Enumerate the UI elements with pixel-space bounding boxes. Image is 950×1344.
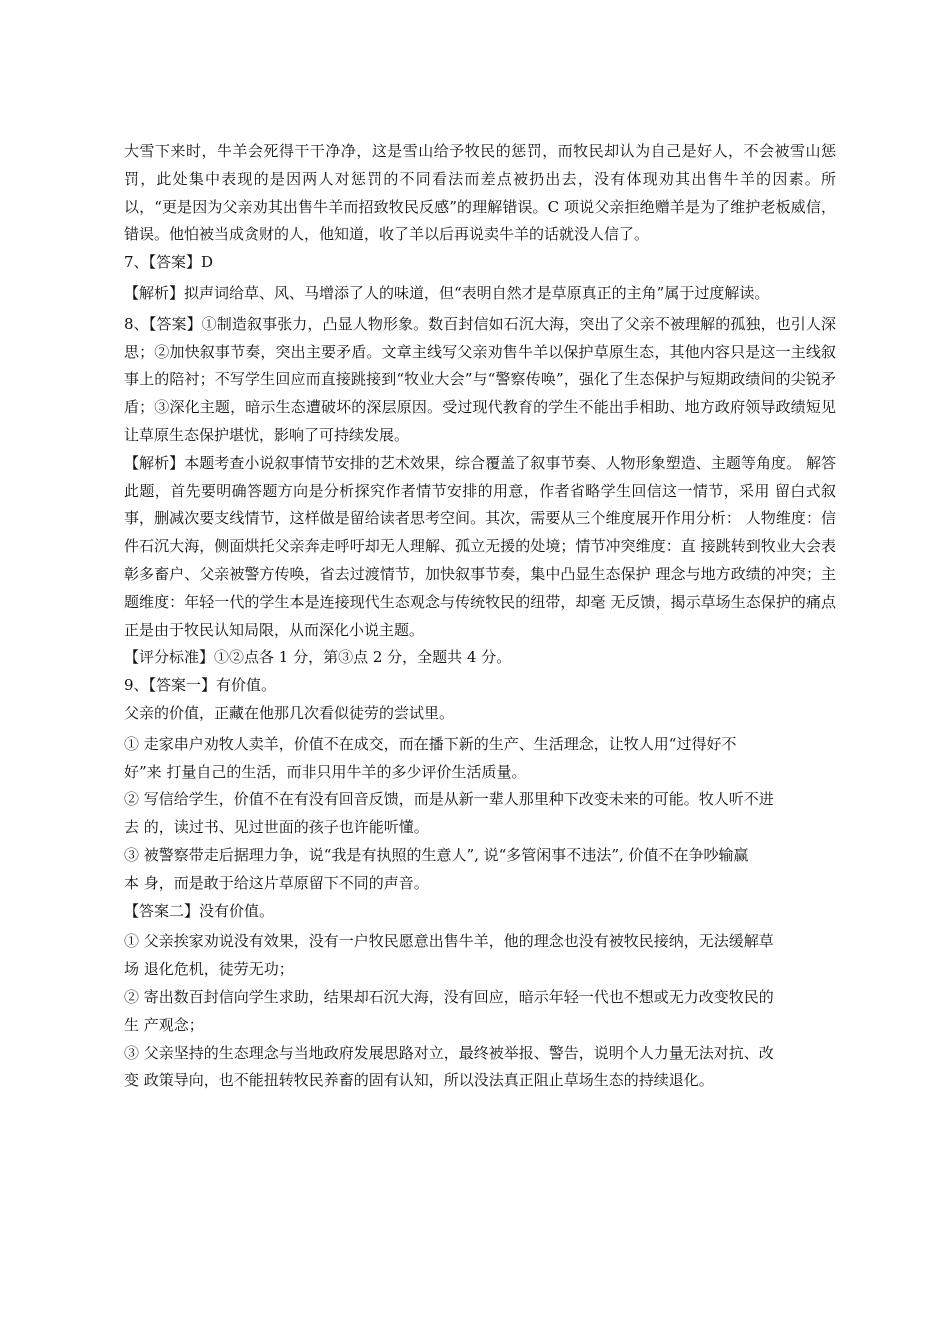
line: ③ 被警察带走后据理力争，说“我是有执照的生意人”, 说“多管闲事不违法”, 价值不在争吵输赢	[124, 845, 749, 864]
document-page	[124, 138, 836, 1095]
q9-answer-one-point-3	[124, 842, 836, 898]
q8-scoring: 【评分标准】①②点各 1 分，第③点 2 分，全题共 4 分。	[124, 648, 512, 667]
q9-answer-two-point-3	[124, 1040, 836, 1096]
line: ③ 父亲坚持的生态理念与当地政府发展思路对立，最终被举报、警告，说明个人力量无法对抗、改	[124, 1043, 774, 1062]
q9-answer-two-heading: 【答案二】没有价值。	[124, 901, 275, 920]
q9-answer-one-heading: 9、【答案一】有价值。	[124, 676, 277, 695]
paragraph-q6-analysis-continued: 大雪下来时，牛羊会死得干干净净，这是雪山给予牧民的惩罚，而牧民却认为自己是好人，不会被雪山惩罚，此处集中表现的是因两人对惩罚的不同看法而差点被扔出去，没有体现劝其出售牛羊的因素。所以，“更是因为父亲劝其出售牛羊而招致牧民反感”的理解错误。C 项说父亲拒绝赠羊是为了维护老板威信，错误。他怕被当成贪财的人，他知道，收了羊以后再说卖牛羊的话就没人信了。	[124, 142, 836, 244]
line: ② 寄出数百封信向学生求助，结果却石沉大海，没有回应，暗示年轻一代也不想或无力改变牧民的	[124, 987, 774, 1006]
q9-answer-one-point-1	[124, 731, 836, 787]
line: 变 政策导向，也不能扭转牧民养畜的固有认知，所以没法真正阻止草场生态的持续退化。	[124, 1071, 714, 1090]
q9-answer-one-point-2	[124, 786, 836, 842]
q9-answer-two-point-2	[124, 984, 836, 1040]
q9-answer-one-intro: 父亲的价值，正藏在他那几次看似徒劳的尝试里。	[124, 703, 455, 722]
q8-answer: 8、【答案】①制造叙事张力，凸显人物形象。数百封信如石沉大海，突出了父亲不被理解的孤独，也引人深思；②加快叙事节奏，突出主要矛盾。文章主线写父亲劝售牛羊以保护草原生态，其他内容只是这一主线叙事上的陪衬；不写学生回应而直接跳接到“牧业大会”与“警察传唤”，强化了生态保护与短期政绩间的尖锐矛盾；③深化主题，暗示生态遭破坏的深层原因。受过现代教育的学生不能出手相助、地方政府领导政绩短见让草原生态保护堪忧，影响了可持续发展。	[124, 314, 836, 444]
line: 场 退化危机，徒劳无功；	[124, 960, 294, 979]
line: 好”来 打量自己的生活，而非只用牛羊的多少评价生活质量。	[124, 762, 527, 781]
line: 生 产观念；	[124, 1015, 204, 1034]
line: ② 写信给学生，价值不在有没有回音反馈，而是从新一辈人那里种下改变未来的可能。牧人听不进	[124, 790, 774, 809]
q8-analysis: 【解析】本题考查小说叙事情节安排的艺术效果，综合覆盖了叙事节奏、人物形象塑造、主题等角度。 解答此题，首先要明确答题方向是分析探究作者情节安排的用意，作者省略学生回信这一情节，采用 留白式叙事，删减次要支线情节，这样做是留给读者思考空间。其次，需要从三个维度展开作用分析： 人物维度：信件石沉大海，侧面烘托父亲奔走呼吁却无人理解、孤立无援的处境；情节冲突维度：直 接跳转到牧业大会表彰多畜户、父亲被警方传唤，省去过渡情节，加快叙事节奏，集中凸显生态保护 理念与地方政绩的冲突；主题维度：年轻一代的学生本是连接现代生态观念与传统牧民的纽带，却毫 无反馈，揭示草场生态保护的痛点正是由于牧民认知局限，从而深化小说主题。	[124, 453, 836, 639]
line: 本 身，而是敢于给这片草原留下不同的声音。	[124, 873, 429, 892]
line: ① 父亲挨家劝说没有效果，没有一户牧民愿意出售牛羊，他的理念也没有被牧民接纳，无法缓解草	[124, 932, 774, 951]
q9-answer-two-point-1	[124, 928, 836, 984]
q7-analysis: 【解析】拟声词给草、风、马增添了人的味道，但“表明自然才是草原真正的主角”属于过度解读。	[124, 283, 770, 302]
line: ① 走家串户劝牧人卖羊，价值不在成交，而在播下新的生产、生活理念，让牧人用“过得好不	[124, 734, 737, 753]
q7-answer: 7、【答案】D	[124, 253, 214, 272]
line: 去 的，读过书、见过世面的孩子也许能听懂。	[124, 818, 429, 837]
